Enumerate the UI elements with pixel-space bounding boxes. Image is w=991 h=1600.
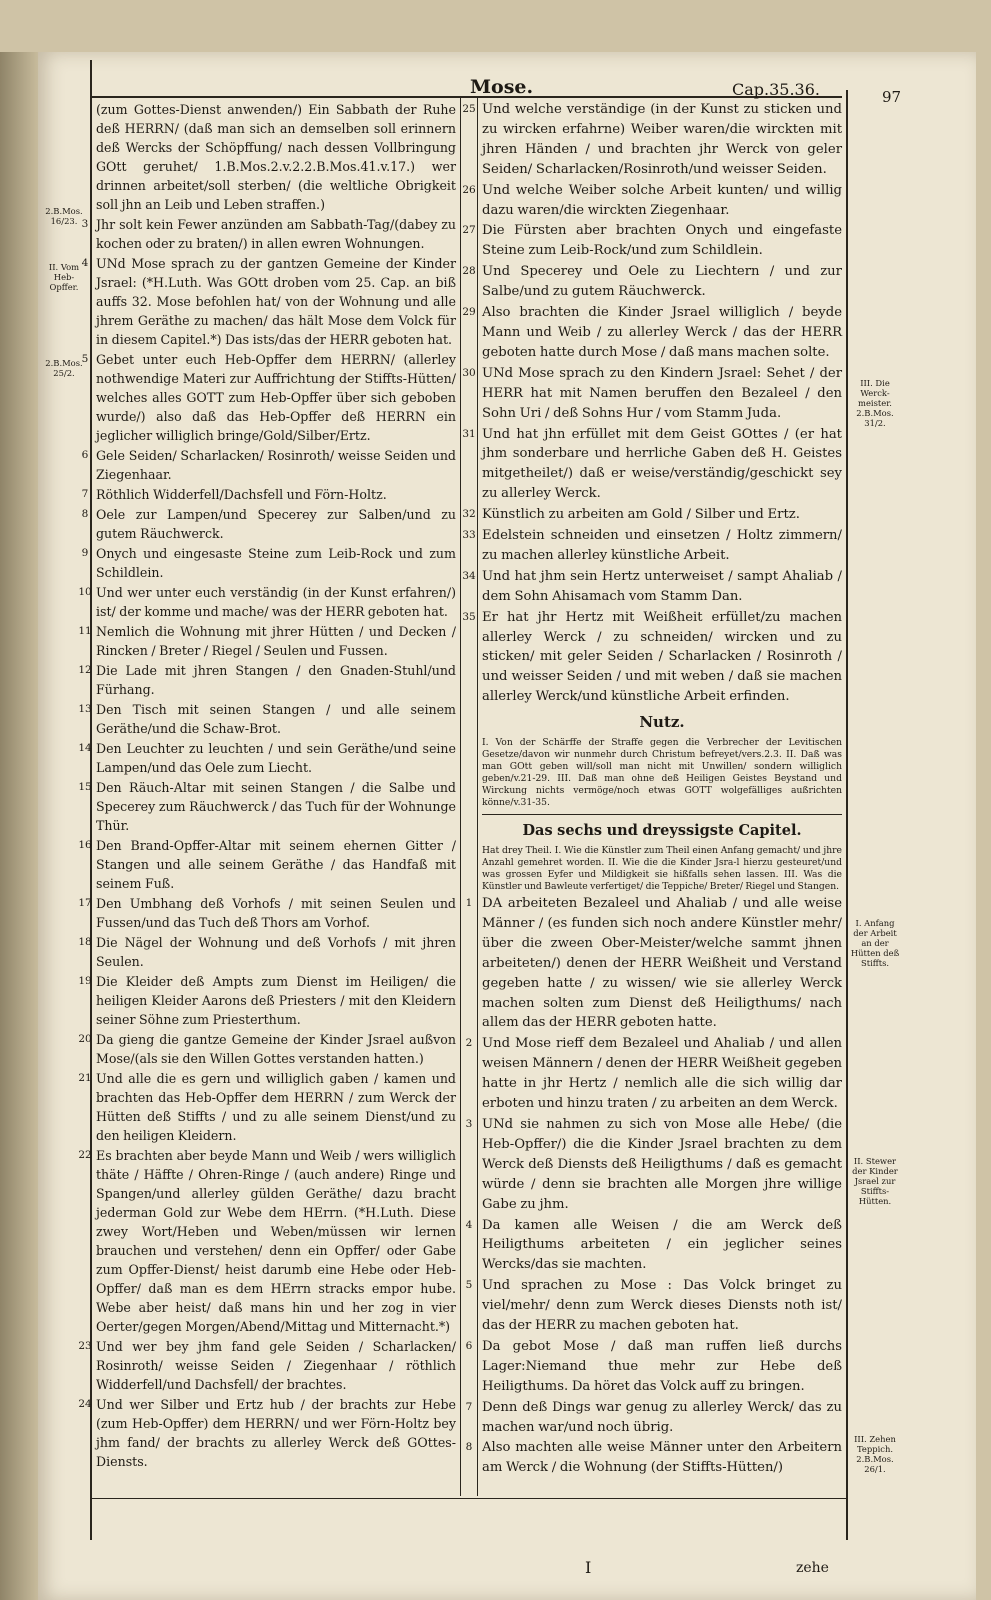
verse-number: 1: [465, 897, 473, 909]
right-text-column: [462, 100, 842, 1479]
verse: 12 Die Lade mit jhren Stangen / den Gnaden-Stuhl/und Fürhang.: [78, 663, 456, 697]
center-rule-right: [477, 96, 478, 1496]
chapter-divider: [482, 814, 842, 815]
verse: 30 UNd Mose sprach zu den Kindern Jsrael: Sehet / der HERR hat mit Namen beruffen den Bezaleel / den Sohn Uri / deß Sohns Hur / vom Stamm Juda.: [462, 365, 842, 421]
verse-number: 22: [78, 1149, 92, 1161]
verse-number: 11: [78, 625, 92, 637]
verse-number: 16: [78, 839, 92, 851]
verse: 16 Den Brand-Opffer-Altar mit seinem ehernen Gitter / Stangen und alle seinem Geräthe / das Handfaß mit seinem Fuß.: [78, 838, 456, 891]
verse: 19 Die Kleider deß Ampts zum Dienst im Heiligen/ die heiligen Kleider Aarons deß Priesters / mit den Kleidern seiner Söhne zum Priesterthum.: [78, 974, 456, 1027]
left-outer-rule: [90, 60, 92, 1540]
signature-mark: I: [585, 1558, 592, 1577]
left-text-column: [78, 100, 456, 1472]
verse-number: 33: [462, 529, 476, 542]
verse-number: 3: [81, 218, 89, 230]
verse-number: 27: [462, 224, 476, 237]
verse: 11 Nemlich die Wohnung mit jhrer Hütten / und Decken / Rincken / Breter / Riegel / Seulen und Fussen.: [78, 624, 456, 658]
verse-number: 19: [78, 975, 92, 987]
verse: 31 Und hat jhn erfüllet mit dem Geist GOttes / (er hat jhm sonderbare und herrliche Gaben deß H. Geistes mitgetheilet/) daß er weise/verständig/geschickt sey zu allerley Werck.: [462, 426, 842, 502]
verse-number: 7: [81, 488, 89, 500]
verse-number: 29: [462, 306, 476, 319]
verse: 1 DA arbeiteten Bezaleel und Ahaliab / und alle weise Männer / (es funden sich noch andere Künstler mehr/über die zween Ober-Meister/welche sammt jhnen arbeiteten/) denen der HERR Weißheit und Verstand gegeben hatte / zu wissen/ wie sie allerley Werck machen solten zum Dienst deß Heiligthums/ nach allem das der HERR geboten hatte.: [482, 894, 842, 1033]
verse-number: 5: [81, 353, 89, 365]
nutz-text: I. Von der Schärffe der Straffe gegen die Verbrecher der Levitischen Gesetze/davon wir nunmehr durch Christum befreyet/vers.2.3. II. Daß was man GOtt geben will/soll man nicht mit Unwillen/ sondern williglich geben/v.21-29. III. Daß man ohne deß Heiligen Geistes Beystand und Wirckung nichts vermöge/noch etwas GOTT wolgefälliges außrichten könne/v.31-35.: [482, 737, 842, 809]
verse: 13 Den Tisch mit seinen Stangen / und alle seinem Geräthe/und die Schaw-Brot.: [78, 702, 456, 736]
verse-number: 15: [78, 781, 92, 793]
verse-number: 21: [78, 1072, 92, 1084]
verse-number: 32: [462, 508, 476, 521]
verse: 10 Und wer unter euch verständig (in der Kunst erfahren/) ist/ der komme und mache/ was der HERR geboten hat.: [78, 585, 456, 619]
chapter-summary: Hat drey Theil. I. Wie die Künstler zum Theil einen Anfang gemacht/ und jhre Anzahl gemehret worden. II. Wie die die Kinder Jsra-l hierzu gesteuret/und was grossen Eyfer und Mildigkeit sie hißfalls sehen lassen. III. Was die Künstler und Bawleute verfertiget/ die Teppiche/ Breter/ Riegel und Stangen.: [482, 845, 842, 892]
center-rule-left: [460, 96, 461, 1496]
verse: 33 Edelstein schneiden und einsetzen / Holtz zimmern/ zu machen allerley künstliche Arbeit.: [462, 528, 842, 563]
verse: 14 Den Leuchter zu leuchten / und sein Geräthe/und seine Lampen/und das Oele zum Liecht.: [78, 741, 456, 775]
verse: 24 Und wer Silber und Ertz hub / der brachts zur Hebe (zum Heb-Opffer) dem HERRN/ und wer Förn-Holtz bey jhm fand/ der brachts zu allerley Werck deß GOttes-Diensts.: [78, 1397, 456, 1469]
verse: 4 UNd Mose sprach zu der gantzen Gemeine der Kinder Jsrael: (*H.Luth. Was GOtt droben vom 25. Cap. an biß auffs 32. Mose befohlen hat/ von der Wohnung und alle jhrem Geräthe zu machen/ das hält Mose dem Volck für in diesem Capitel.*) Das ists/das der HERR geboten hat.: [96, 254, 456, 349]
verse: 6 Gele Seiden/ Scharlacken/ Rosinroth/ weisse Seiden und Ziegenhaar.: [96, 446, 456, 484]
verse-number: 26: [462, 183, 476, 196]
verse-number: 13: [78, 703, 92, 715]
verse-number: 6: [81, 449, 89, 461]
right-margin-note: II. Stewer der Kinder Jsrael zur Stiffts-Hütten.: [852, 1156, 898, 1206]
verse: 7 Röthlich Widderfell/Dachsfell und Förn-Holtz.: [96, 485, 456, 504]
verse: 26 Und welche Weiber solche Arbeit kunten/ und willig dazu waren/die wirckten Ziegenhaar.: [462, 182, 842, 218]
left-margin-note: II. Vom Heb-Opffer.: [48, 262, 80, 292]
verse: 21 Und alle die es gern und williglich gaben / kamen und brachten das Heb-Opffer dem HERRN / zum Werck der Hütten deß Stiffts / und zu alle seinem Dienst/und zu den heiligen Kleidern.: [78, 1071, 456, 1143]
verse: 9 Onych und eingesaste Steine zum Leib-Rock und zum Schildlein.: [96, 544, 456, 582]
verse-number: 35: [462, 610, 476, 623]
nutz-heading: Nutz.: [639, 713, 685, 732]
verse-number: 9: [81, 547, 89, 559]
verse: 15 Den Räuch-Altar mit seinen Stangen / die Salbe und Specerey zum Räuchwerck / das Tuch für der Wohnunge Thür.: [78, 780, 456, 833]
right-margin-note: III. Die Werck-meister. 2.B.Mos. 31/2.: [856, 378, 894, 428]
running-title: Mose.: [470, 76, 534, 98]
verse-number: 25: [462, 103, 476, 115]
verse: 22 Es brachten aber beyde Mann und Weib / wers williglich thäte / Häffte / Ohren-Ringe / (auch andere) Ringe und Spangen/und allerley gülden Geräthe/ dazu bracht jederman Gold zur Webe dem HErrn. (*H.Luth. Diese zwey Wort/Heben und Weben/müssen wir lernen brauchen und verstehen/ denn ein Opffer/ oder Gabe zum Opffer-Dienst/ heist darumb eine Hebe oder Heb-Opffer/ daß man es dem HErrn stracks empor hube. Webe aber heist/ daß mans hin und her zog in vier Oerter/gegen Morgen/Abend/Mittag und Mitternacht.*): [78, 1148, 456, 1334]
verse-number: 18: [78, 936, 92, 948]
verse: 3 UNd sie nahmen zu sich von Mose alle Hebe/ (die Heb-Opffer/) die die Kinder Jsrael brachten zu dem Werck deß Diensts deß Heiligthums / daß es gemacht würde / denn sie brachten alle Morgen jhre willige Gabe zu jhm.: [482, 1115, 842, 1215]
verse-number: 10: [78, 586, 92, 598]
verse: 5 Gebet unter euch Heb-Opffer dem HERRN/ (allerley nothwendige Materi zur Auffrichtung der Stiffts-Hütten/ welches alles GOTT zum Heb-Opffer über sich geboben wurde/) also daß das Heb-Opffer deß HERRN ein jeglicher williglich bringe/Gold/Silber/Ertz.: [96, 350, 456, 445]
verse-number: 7: [465, 1400, 473, 1413]
verse-number: 6: [465, 1339, 473, 1352]
left-margin-note: 2.B.Mos. 16/23.: [45, 206, 83, 226]
verse: 4 Da kamen alle Weisen / die am Werck deß Heiligthums arbeiteten / ein jeglicher seines Wercks/das sie machten.: [482, 1216, 842, 1276]
verse-number: 4: [465, 1218, 473, 1231]
verse-number: 3: [465, 1117, 473, 1130]
right-outer-rule: [846, 90, 848, 1540]
verse: 8 Oele zur Lampen/und Specerey zur Salben/und zu gutem Räuchwerck.: [96, 505, 456, 543]
verse-number: 34: [462, 569, 476, 582]
verse: 27 Die Fürsten aber brachten Onych und eingefaste Steine zum Leib-Rock/und zum Schildlein.: [462, 223, 842, 259]
right-margin-note: I. Anfang der Arbeit an der Hütten deß Stiffts.: [850, 918, 900, 968]
verse-number: 8: [81, 508, 89, 520]
verse-number: 24: [78, 1398, 92, 1410]
verse-number: 31: [462, 427, 476, 440]
verse: 7 Denn deß Dings war genug zu allerley Werck/ das zu machen war/und noch übrig.: [482, 1398, 842, 1438]
left-margin-note: 2.B.Mos. 25/2.: [45, 358, 83, 378]
verse: 20 Da gieng die gantze Gemeine der Kinder Jsrael außvon Mose/(als sie den Willen Gottes verstanden hatten.): [78, 1032, 456, 1066]
verse-number: 23: [78, 1340, 92, 1352]
catchword: zehe: [796, 1560, 829, 1576]
verse: 32 Künstlich zu arbeiten am Gold / Silber und Ertz.: [482, 505, 842, 525]
verse: 35 Er hat jhr Hertz mit Weißheit erfüllet/zu machen allerley Werck / zu schneiden/ wircken und zu sticken/ mit geler Seiden / Scharlacken / Rosinroth / und weisser Seiden / und mit weben / daß sie machen allerley Werck/und künstliche Arbeit erfinden.: [462, 609, 842, 705]
right-margin-note: III. Zehen Teppich. 2.B.Mos. 26/1.: [854, 1434, 896, 1474]
verse: 29 Also brachten die Kinder Jsrael williglich / beyde Mann und Weib / zu allerley Werck / das der HERR geboten hatte durch Mose / daß mans machen solte.: [462, 305, 842, 360]
verse-number: 2: [465, 1037, 473, 1050]
verse-number: 28: [462, 265, 476, 278]
page-number: 97: [882, 88, 902, 106]
verse: 5 Und sprachen zu Mose : Das Volck bringet zu viel/mehr/ denn zum Werck dieses Diensts noth ist/ das der HERR zu machen geboten hat.: [482, 1276, 842, 1336]
top-rule: [90, 96, 842, 98]
book-gutter-shadow: [0, 52, 38, 1600]
verse: 18 Die Nägel der Wohnung und deß Vorhofs / mit jhren Seulen.: [78, 935, 456, 969]
verse-number: 5: [465, 1279, 473, 1292]
verse: (zum Gottes-Dienst anwenden/) Ein Sabbath der Ruhe deß HERRN/ (daß man sich an demselben soll erinnern deß Wercks der Schöpffung/ nach dessen Vollbringung GOtt geruhet/ 1.B.Mos.2.v.2.2.B.Mos.41.v.17.) wer drinnen arbeitet/soll sterben/ (die weltliche Obrigkeit soll jhn an Leib und Leben straffen.): [96, 102, 456, 212]
verse-number: 14: [78, 742, 92, 754]
verse: 3 Jhr solt kein Fewer anzünden am Sabbath-Tag/(dabey zu kochen oder zu braten/) in allen ewren Wohnungen.: [96, 215, 456, 253]
chapter-reference: Cap.35.36.: [732, 80, 820, 99]
verse: 25 Und welche verständige (in der Kunst zu sticken und zu wircken erfahrne) Weiber waren/die wirckten mit jhren Händen / und brachten jhr Werck von geler Seiden/ Scharlacken/Rosinroth/und weisser Seiden.: [462, 102, 842, 177]
verse-number: 20: [78, 1033, 92, 1045]
verse: 28 Und Specerey und Oele zu Liechtern / und zur Salbe/und zu gutem Räuchwerck.: [462, 264, 842, 300]
verse-number: 17: [78, 897, 92, 909]
verse: 2 Und Mose rieff dem Bezaleel und Ahaliab / und allen weisen Männern / denen der HERR Weißheit gegeben hatte in jhr Hertz / nemlich alle die sich willig dar erboten und hinzu traten / zu arbeiten an dem Werck.: [482, 1034, 842, 1114]
verse: 6 Da gebot Mose / daß man ruffen ließ durchs Lager:Niemand thue mehr zur Hebe deß Heiligthums. Da höret das Volck auff zu bringen.: [482, 1337, 842, 1397]
verse: 8 Also machten alle weise Männer unter den Arbeitern am Werck / die Wohnung (der Stiffts-Hütten/): [482, 1438, 842, 1478]
verse: 23 Und wer bey jhm fand gele Seiden / Scharlacken/ Rosinroth/ weisse Seiden / Ziegenhaar / röthlich Widderfell/und Dachsfell/ der brachtes.: [78, 1339, 456, 1392]
verse-number: 30: [462, 366, 476, 379]
verse-number: 8: [465, 1441, 473, 1454]
verse-number: 4: [81, 257, 89, 269]
verse: 17 Den Umbhang deß Vorhofs / mit seinen Seulen und Fussen/und das Tuch deß Thors am Vorhof.: [78, 896, 456, 930]
bottom-rule: [90, 1498, 846, 1499]
chapter-heading: Das sechs und dreyssigste Capitel.: [522, 822, 802, 840]
verse: 34 Und hat jhm sein Hertz unterweiset / sampt Ahaliab / dem Sohn Ahisamach vom Stamm Dan.: [462, 568, 842, 604]
verse-number: 12: [78, 664, 92, 676]
